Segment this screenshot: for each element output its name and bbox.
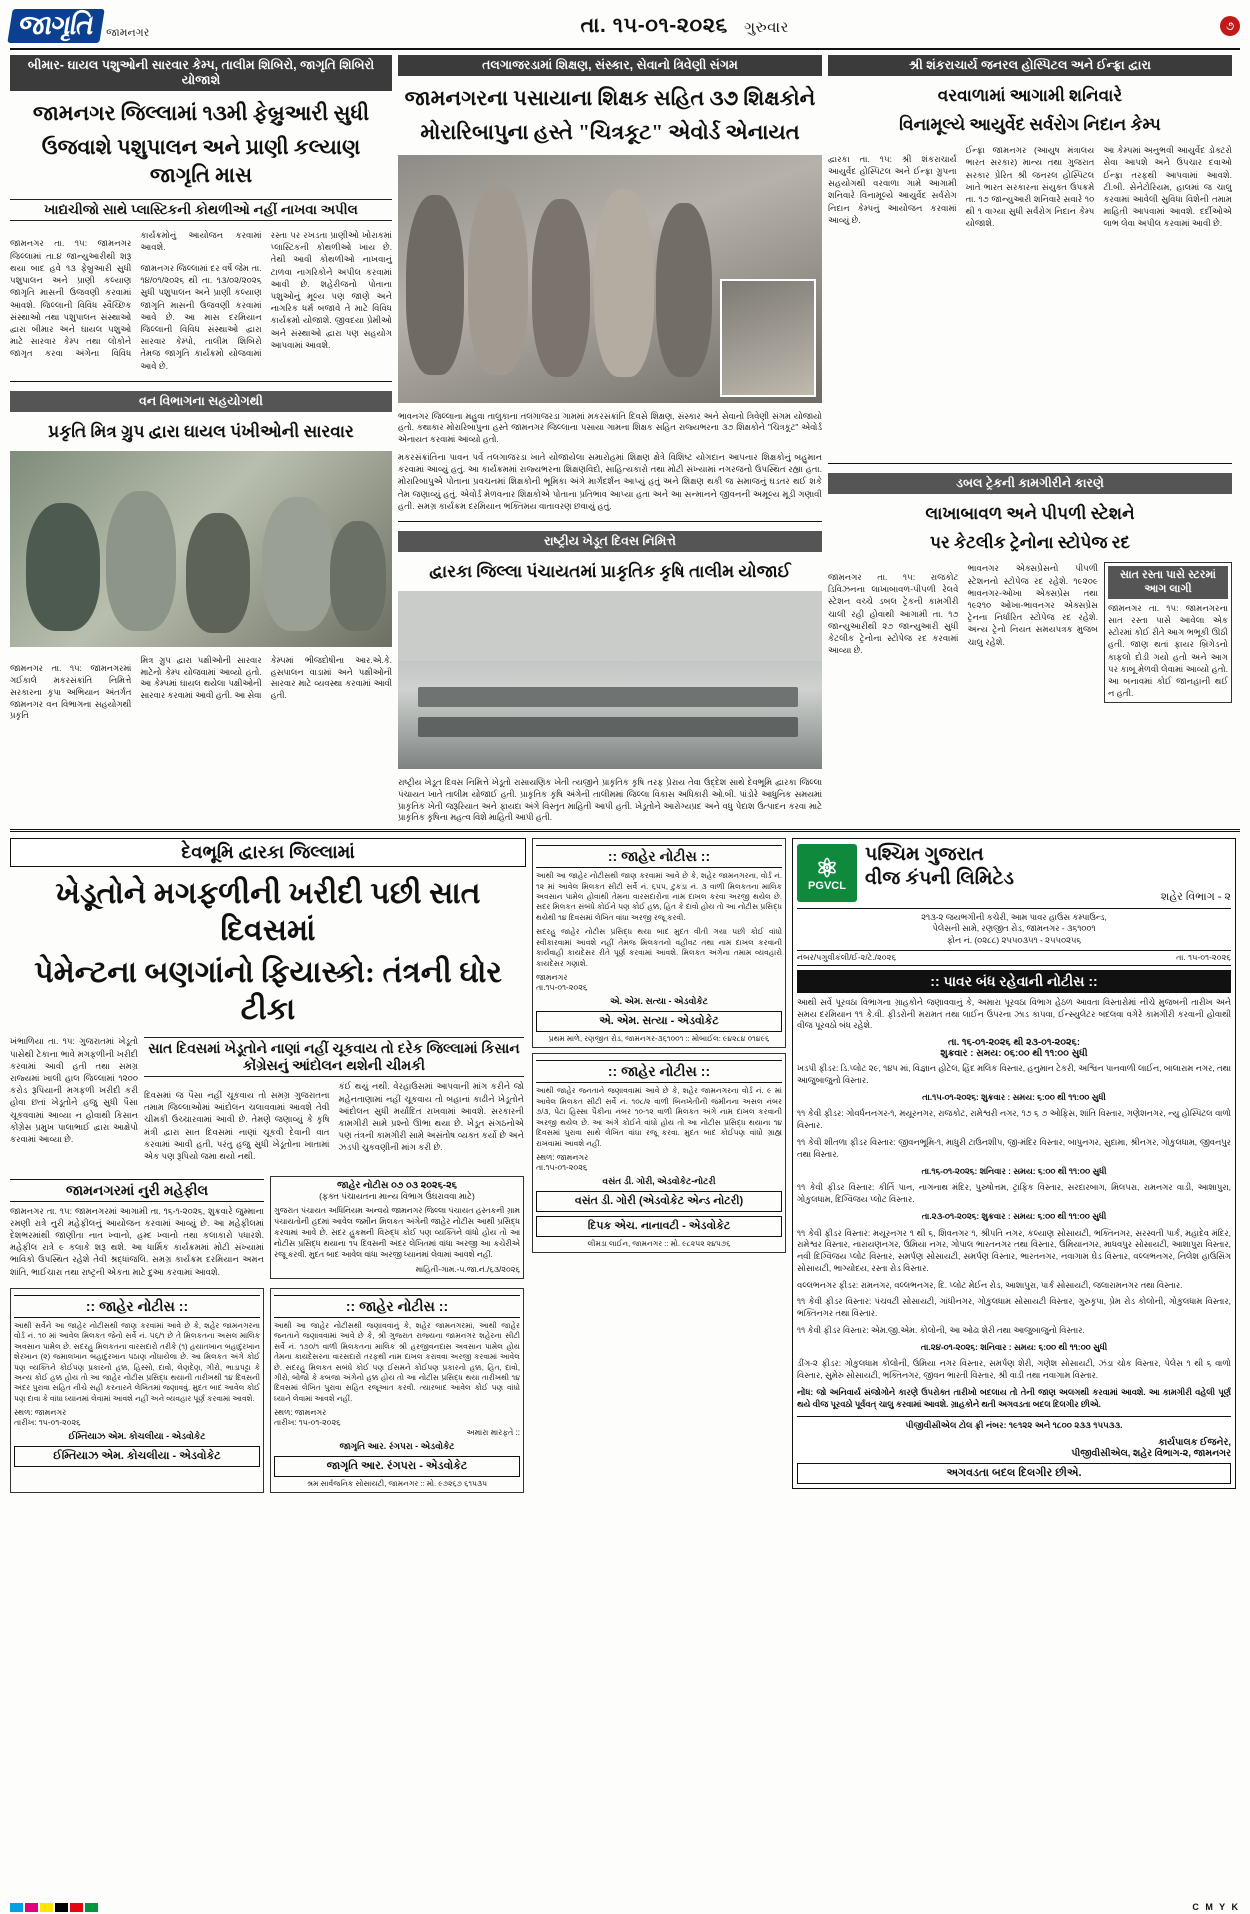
day-text: ગુરુવાર [744,19,789,36]
lead-story-cols [144,1080,524,1166]
story-c3-body: જામનગર તા. ૧૫: જામનગરના સાત રસ્તા પાસે આવેલા એક સ્ટોરમાં કોઈ રીતે આગ ભભૂકી ઊઠી હતી. જાણ થતાં ફાયર બ્રિગેડનો કાફલો દોડી ગયો હતો અને આગ પર કાબૂ મેળવી લેવામાં આવ્યો હતો. આ બનાવમાં કોઈ જાનહાની થઈ ન હતી. [1108,602,1228,699]
photo-inset-portrait [720,279,816,397]
pgvcl-address [797,912,1231,947]
notice-e-signbox: વસંત ડી. ગોરી (એડવોકેટ એન્ડ નોટરી) [536,1191,782,1212]
pgvcl-logo-icon [797,844,857,902]
logo-subtitle: જામનગર [106,27,150,39]
print-registration-bar [0,1900,1250,1914]
photo-bird-treatment [10,451,392,647]
notice-c-sign: જાગૃતિ આર. રંગપરા - એડવોકેટ [339,1441,455,1452]
pgvcl-helpline: પીજીવીસીએલ ટોલ ફ્રી નંબર: ૧૯૧૨૨ અને ૧૮૦૦ ૨૩૩ ૧૫૫૩૩. [797,1416,1231,1431]
publication-logo [10,9,149,43]
notice-b-title: :: જાહેર નોટીસ :: [14,1295,260,1318]
notice-a-info: માહિતી-ગામ.-૫.જા.નં./૬૩/૨૦૨૬ [415,1264,520,1274]
pgvcl-header [797,843,1231,909]
story-a1-p2: જામનગર જિલ્લામાં દર વર્ષે જેમ તા. ૧૪/૦૧/૨૦૨૬ થી તા. ૧૩/૦૨/૨૦૨૬ સુધી પશુપાલન અને પ્રાણી કલ્યાણ જાગૃતિ માસની ઉજવણી કરવામાં આવે છે. આ માસ દરમિયાન જિલ્લાની વિવિધ સંસ્થાઓ દ્વારા સારવાર કેમ્પો, તાલીમ શિબિરો તેમજ જાગૃતિ કાર્યક્રમો યોજવામાં આવે છે. [140,262,262,371]
notice-c-trust: અમારા મારફતે :: [466,1428,520,1438]
caption-a2 [10,655,392,722]
divider-a1 [10,381,392,382]
pgvcl-name-line2: વીજ કંપની લિમિટેડ [865,867,1014,889]
caption-b2: રાષ્ટ્રીય ખેડૂત દિવસ નિમિત્તે ખેડૂતો રાસાયણિક ખેતી ત્યજીને પ્રાકૃતિક કૃષિ તરફ પ્રેરાય તેવા ઉદ્દેશ સાથે દેવભૂમિ દ્વારકા જિલ્લા પંચાયત ખાતે તાલીમ યોજાઈ હતી. પ્રાકૃતિક કૃષિ અંગેની તાલીમમાં જિલ્લા વિકાસ અધિકારી ઓ.બી. પાંડોરે આધુનિક સમયમાં પ્રાકૃતિક ખેતી જરૂરિયાત અને ફાયદા અંગે વિસ્તૃત માહિતી આપી હતી. ખેડૂતોને આરોગ્યપ્રદ અને વધુ પેદાશ ઉત્પાદન કરવા માટે પ્રાકૃતિક કૃષિના મહત્વ વિશે માહિતી આપી હતી. [398,777,822,823]
story-c1-p1: દ્વારકા તા. ૧૫: શ્રી શંકરાચાર્ય આયુર્વેદ હોસ્પિટલ અને ઈન્ફ્રા ગ્રુપના સહયોગથી વરવાળા ગામે આગામી શનિવારે વિનામૂલ્યે આયુર્વેદ સર્વરોગ નિદાન કેમ્પનું આયોજન કરવામાં આવ્યું છે. [828,153,957,225]
notice-a-body: ગુજરાત પંચાયત અધિનિયમ અન્વયે જામનગર જિલ્લા પંચાયત હસ્તકની ગ્રામ પંચાયતોની હદમાં આવેલ જમીન મિલકત અંગેની જાહેર નોટીસ આથી પ્રસિદ્ધ કરવામાં આવે છે. સદર હુકમની વિરુદ્ધ કોઈ પણ વ્યક્તિને વાંધો હોય તો આ નોટીસ પ્રસિદ્ધ થયાના ૧૫ દિવસની અંદર લેખિતમાં વાંધા અરજી આ કચેરીએ રજૂ કરવી. મુદત બાદ આવેલ વાંધા અરજી ધ્યાનમાં લેવામાં આવશે નહીં. [274,1205,520,1260]
story-c2-body [828,562,1098,703]
color-swatches [10,1903,98,1912]
story-c1-p3: આ કેમ્પમાં અનુભવી આયુર્વેદ ડોક્ટરો સેવા આપશે અને ઉપચાર દવાઓ ઈન્ફ્રા તરફથી આપવામાં આવશે. ટી.બી. સેનેટોરિયમ, હાલમાં જ ચાલુ કરવામાં આવેલી સુવિધા વિશેની તમામ માહિતી આપવામાં આવશે. દર્દીઓએ લાભ લેવા અપીલ કરવામાં આવી છે. [1103,145,1232,229]
column-right [828,55,1232,824]
pgvcl-note: નોંધ: જો અનિવાર્ય સંજોગોને કારણે ઉપરોક્ત તારીખો બદલાય તો તેની જાણ અલગથી કરવામાં આવશે. આ કામગીરી વહેલી પૂર્ણ થયે વીજ પૂરવઠો પૂર્વવત્ ચાલુ કરવામાં આવશે. ગ્રાહકોને થતી અગવડતા બદલ દિલગીર છીએ. [797,1387,1231,1409]
kicker-strip-a1: બીમાર- ઘાયલ પશુઓની સારવાર કેમ્પ, તાલીમ શિબિરો, જાગૃતિ શિબિરો યોજાશે [10,55,392,91]
story-c1-body [828,144,1232,454]
lead-subhead: સાત દિવસમાં ખેડૂતોને નાણાં નહીં ચૂકવાય તો દરેક જિલ્લામાં કિસાન કોંગ્રેસનું આંદોલન થશેની ચીમકી [144,1037,524,1077]
headline-a2: પ્રકૃતિ મિત્ર ગ્રુપ દ્વારા ઘાયલ પંખીઓની સારવાર [48,421,354,441]
notice-e-body: આથી જાહેર જનતાને જણાવવામાં આવે છે કે, શહેર જામનગરના વોર્ડ નં. ૯ માં આવેલ મિલકત સીટી સર્વે નં. ૧૦૮/૨ વાળી બિનખેતીની જમીનના અસલ નંબર ૭/૩, પેટા હિસ્સા પૈકીના નંબર ૧૦-૧૨ વાળી મિલકત અંગે નામ દાખલ કરવાની અરજી થયેલ છે. આ અંગે કોઈને વાંધો હોય તો આ નોટીસ પ્રસિદ્ધ થયાના ૧૪ દિવસમાં પુરાવા સાથે લેખિત વાંધા રજૂ કરવા. મુદત બાદ કોઈપણ વાંધો ગ્રાહ્ય રાખવામાં આવશે નહીં. [536,1086,782,1148]
story-a1-p1: જામનગર તા. ૧૫: જામનગર જિલ્લામાં તા.૪ જાન્યુઆરીથી શરૂ થયા બાદ હવે ૧૩ ફેબ્રુઆરી સુધી પશુપાલન અને પ્રાણી કલ્યાણ જાગૃતિ માસની ઉજવણી કરવામાં આવશે. જિલ્લાની વિવિધ સ્વૈચ્છિક સંસ્થાઓ તથા પશુપાલન સંસ્થાઓ દ્વારા બીમાર અને ઘાયલ પશુઓ માટે સારવાર કેમ્પ તથા લોકોને જાગૃત કરવા અંગેના વિવિધ કાર્યક્રમોનું આયોજન કરવામાં આવશે. [10,229,262,359]
notice-d-signbox: એ. એમ. સત્યા - એડવોકેટ [536,1011,782,1032]
notice-c-date: તારીખ: ૧૫-૦૧-૨૦૨૬ [274,1418,341,1428]
bottom-section [10,838,1240,1493]
pgvcl-item: ૧૧ કેવી ફીડર: ગોવર્ધનનગર-૧, મયૂરનગર, રાજકોટ, રામેશ્વરી નગર, ૧૭ ૬ ૭ ઓફિસ, શાંતિ વિસ્તાર, ગણેશનગર, ન્યુ હોસ્પિટલ વાળો વિસ્તાર. [797,1108,1231,1131]
notice-panchayat [270,1176,524,1279]
issue-date [580,14,788,38]
pgvcl-item: ખડપી ફીડર: ડિ.પ્લોટ ૨૯, ૧૪૫ માં, વિજ્ઞાન હોટેલ, હિંદ મલિક વિસ્તાર, હનુમાન ટેકરી, અશ્વિન પાનવાળી લાઈન, બાલારામ નગર, તથા આજુબાજુનો વિસ્તાર. [797,1063,1231,1085]
pgvcl-item: વલ્લભનગર ફીડર: રામનગર, વલ્લભનગર, દિ. પ્લોટ મેઈન રોડ, આશાપુરા, પાર્ક સોસાયટી, જલારામનગર તથા વિસ્તાર. [797,1279,1183,1290]
kicker-strip-c2: ડબલ ટ્રેકની કામગીરીને કારણે [828,473,1232,494]
notices-row [10,1288,526,1494]
notice-c-address: શ્રમ સાર્વજનિક સોસાયટી, જામનગર :: મો. ૯૭૨૬૭ ૬૧૫૩૫ [306,1479,488,1489]
pgvcl-logo-mark: ⚛ [815,852,839,883]
bottom-column-center [532,838,786,1493]
notice-d-sign: એ. એમ. સત્યા - એડવોકેટ [610,996,708,1007]
cmyk-marks: C M Y K [1192,1902,1240,1912]
pgvcl-item: ડીંગ-૨ ફીડર: ગોકુલધામ કોલોની, ઉમિયા નગર વિસ્તાર, સમર્પણ શેરી, ગણેશ સોસાયટી, ઝંડા ચોક વિસ્તાર, પેલેસ ૧ થી ૬ વાળો વિસ્તાર, સુમેરુ સોસાયટી, ભક્તિનગર, જીવન ભારતી વિસ્તાર, શ્રી વાડી તથા નવાગામ વિસ્તાર. [797,1358,1231,1381]
sidebar-fire-story [1104,562,1232,703]
notice-b-place: સ્થળ: જામનગર [14,1408,67,1418]
pgvcl-signature-line1: કાર્યપાલક ઈજનેર, [1158,1436,1231,1448]
photo-award-ceremony [398,155,822,403]
masthead [10,8,1240,50]
pgvcl-item: તા.૧૫-૦૧-૨૦૨૬: શુક્રવાર : સમય: ૬:૦૦ થી ૧૧:૦૦ સુધી [922,1091,1106,1102]
headline-b1 [398,81,822,150]
lead-headline [10,872,526,1030]
page-number: ૭ [1220,16,1240,36]
notice-a-subtitle: (ફક્ત પંચાયતના માન્ય વિભાગ ઉંઘરાવવા માટે) [319,1190,475,1201]
bottom-column-right [792,838,1236,1493]
caption-a2-p1: જામનગર તા. ૧૫: જામનગરમાં ગઈકાલે મકરસંક્રાંતિ નિમિત્તે સરકારના કૃપા અભિયાન અંતર્ગત જામનગર વન વિભાગના સહયોગથી પ્રકૃતિ [10,663,132,721]
notice-d-body2: સદરહુ જાહેર નોટીસ પ્રસિદ્ધ થયા બાદ મુદત વીતી ગયા પછી કોઈ વાંધો સ્વીકારવામાં આવશે નહીં તેમજ મિલકતનો વહીવટ તથા નામ દાખલ કરવાની કાર્યવાહી કાયદેસર રીતે પૂર્ણ કરવામાં આવશે. મિલકત અંગેના તમામ વ્યવહારો કાયદેસર ગણાશે. [536,927,782,968]
divider-b1 [398,521,822,522]
notice-b-body: આથી સર્વેને આ જાહેર નોટીસથી જાણ કરવામાં આવે છે કે, શહેર જામનગરના વોર્ડ નં. ૧૦ માં આવેલ મિલકત જેનો સર્વે નં. ૫૬/૧ છે તે મિલકતના અસલ માલિક અવસાન પામેલ છે. સદરહુ મિલકતના વારસદારો તરીકે (૧) હયાતખાન બહાદુરખાન શેરખાન (૨) જમાલખાન બહાદુરખાન પઠાણ નોંધાયેલા છે. આ મિલકત અંગે કોઈ પણ વ્યક્તિને કોઈપણ પ્રકારનો હક્ક, હિસ્સો, દાવો, લેણદેણ, ગીરો, ભાડાપટ્ટા કે અન્ય કોઈ હક્ક હોય તો આ જાહેર નોટીસ પ્રસિદ્ધ થયાની તારીખથી ૧૪ દિવસની અંદર પુરાવા સહિત નીચે સહી કરનારને લેખિતમાં જણાવવું. મુદત બાદ આવેલ કોઈ પણ દાવા કે વાંધા ધ્યાનમાં લેવામાં આવશે નહીં અને વ્યવહાર પૂર્ણ કરવામાં આવશે. [14,1320,260,1403]
notice-c [270,1288,524,1494]
kicker-strip-c3: સાત રસ્તા પાસે સ્ટરમાં આગ લાગી [1108,566,1228,598]
notice-e-place: સ્થળ: જામનગર [536,1153,589,1163]
pgvcl-item: ૧૧ કેવી શીતળા ફીડર વિસ્તાર: જીવનભૂમિ-૧, માધુરી ટાઉનશીપ, જી-મંદિર વિસ્તાર, બાપુનગર, સુદામા, શ્રીનગર, ગોકુલધામ, જીવનપુર તથા વિસ્તાર. [797,1136,1231,1159]
swatch-black [55,1903,68,1912]
subhead-a1: ખાદ્યચીજો સાથે પ્લાસ્ટિકની કોથળીઓ નહીં નાખવા અપીલ [10,199,392,221]
pgvcl-item: ૧૧ કેવી ફીડર વિસ્તાર: પંચવટી સોસાયટી, ગાંધીનગર, ગોકુલધામ સોસાયટી વિસ્તાર, ગુરુકૃપા, પ્રેમ રોડ કોલોની, ગોકુલધામ વિસ્તાર, ભક્તિનગર તથા વિસ્તાર. [797,1296,1231,1319]
pgvcl-item: ૧૧ કેવી ફીડર વિસ્તાર: કીર્તિ પાન, નાગનાથ મંદિર, પુરુષોત્તમ, ટ્રાફિક વિસ્તાર, સરદારબાગ, મિલપરા, રામનગર વાડી, આશાપુરા, ગોકુલધામ, દિગ્વિજય પ્લોટ વિસ્તાર. [797,1182,1231,1205]
pgvcl-dates-line1: તા. ૧૬-૦૧-૨૦૨૬ થી ૨૩-૦૧-૨૦૨૬: [947,1037,1081,1049]
notice-e-sign: વસંત ડી. ગોરી, એડવોકેટ-નોટરી [602,1176,716,1187]
logo-text: જાગૃતિ [7,9,104,43]
headline-b2: દ્વારકા જિલ્લા પંચાયતમાં પ્રાકૃતિક કૃષિ તાલીમ યોજાઈ [429,561,791,581]
headline-a1-line2: ઉજવાશે પશુપાલન અને પ્રાણી કલ્યાણ જાગૃતિ માસ [41,135,361,187]
headline-c2 [828,499,1232,557]
headline-c2-line1: લાખાબાવળ અને પીપળી સ્ટેશને [925,504,1135,524]
story-c2-p1: જામનગર તા. ૧૫: રાજકોટ ડિવિઝનના લાખાબાવળ-પીપળી રેલવે સ્ટેશન વચ્ચે ડબલ ટ્રેકની કામગીરી ચાલી રહી હોવાથી આગામી તા. ૧૭ જાન્યુઆરીથી ૨૭ જાન્યુઆરી સુધી કેટલીક ટ્રેનોના સ્ટોપેજ રદ કરવામાં આવ્યા છે. [828,571,959,656]
notice-c-title: :: જાહેર નોટીસ :: [274,1295,520,1318]
lead-story-p3: કંઈ થયું નથી. વેરહાઉસમાં આપવાની માંગ કરીને જો મહેનતાણામાં નહીં ચૂકવાય તો બહાનાં કાઢીને ખેડૂતોને આંદોલન સુધી મર્યાદિત રાખવામાં આવશે. સરકારની કામગીરી સામે પ્રશ્નો ઊભા થયા છે. ખેડૂત સંગઠનોએ પણ તંત્રની કામગીરી સામે અસંતોષ વ્યક્ત કર્યો છે અને ઝડપી ચુકવણીની માંગ કરી છે. [338,1081,524,1153]
story-c1-p2: ઈન્ફ્રા જામનગર (આયુષ મંત્રાલય ભારત સરકાર) માન્ય તથા ગુજરાત સરકાર પ્રેરિત શ્રી જનરલ હોસ્પિટલ ખાતે ભારત સરકારના સંયુક્ત ઉપક્રમે તા. ૧૭ જાન્યુઆરી શનિવારે સવારે ૧૦ થી ૧ વાગ્યા સુધી સર્વરોગ નિદાન કેમ્પ યોજાશે. [965,145,1095,229]
photo-training-hall [398,591,822,769]
headline-a1 [10,96,392,192]
lead-story-p2: દિવસમાં જ પૈસા નહીં ચૂકવાય તો સમગ્ર ગુજરાતના તમામ જિલ્લાઓમાં આંદોલન ચલાવવામાં આવશે તેવી ચીમકી ઉચ્ચારવામાં આવી છે. તેમણે જણાવ્યું કે કૃષિ મંત્રી દ્વારા સાત દિવસમાં નાણાં ચૂકવી દેવાની વાત કરવામાં આવી હતી, પરંતુ હજુ સુધી ખેડૂતોના ખાતામાં એક પણ રૂપિયો જમા થયો નથી. [144,1090,330,1162]
notice-d-date: તા.૧૫-૦૧-૨૦૨૬ [536,983,588,993]
lead-footer-wrapper [10,1176,526,1279]
pgvcl-advertisement [792,838,1236,1488]
pgvcl-intro: આથી સર્વે પૂરવઠા વિભાગના ગ્રાહકોને જણાવવાનું કે, અમારા પૂરવઠા વિભાગ હેઠળ આવતા વિસ્તારોમાં નીચે મુજબની તારીખ અને સમય દરમિયાન ૧૧ કે.વી. ફીડરોની મરામત તથા લાઈન ઉપરના ઝાડ કાપવા, ઈન્સ્યુલેટર બદલવા વગેરે કામગીરી કરવાની હોવાથી વીજ પૂરવઠો બંધ રહેશે. [797,996,1231,1031]
pgvcl-address-line3: ફોન નં. (૦૨૮૮) ૨૫૫૦૩૫૧ - ૨૫૫૦૨૫૬ [946,935,1082,946]
nuri-headline: જામનગરમાં નુરી મહેફીલ [10,1179,264,1202]
divider-c1 [828,463,1232,464]
pgvcl-address-line1: ૨૧૩-૨ જયભગીની કચેરી, આમ પાવર હાઉસ કમ્પાઉન્ડ, [921,911,1107,922]
swatch-cyan [10,1903,23,1912]
caption-a2-p2: મિત્ર ગ્રુપ દ્વારા પક્ષીઓની સારવાર માટેનો કેમ્પ યોજવામાં આવ્યો હતો. આ કેમ્પમાં ઘાયલ થયેલા પક્ષીઓની સારવાર કરવામાં આવી હતી. આ સેવા [140,654,262,701]
pgvcl-ref-row [797,950,1231,966]
swatch-green [85,1903,98,1912]
kicker-strip-a2: વન વિભાગના સહયોગથી [10,391,392,412]
pgvcl-office-line1: શહેર વિભાગ - ૨ [1160,890,1231,903]
notice-d [532,838,786,1048]
swatch-red [70,1903,83,1912]
date-text: તા. ૧૫-૦૧-૨૦૨૬ [580,14,728,37]
nuri-article [10,1176,264,1279]
story-c2-wrapper [828,562,1232,703]
notice-a-title: જાહેર નોટીસ ૦૭ ૦૩ ૨૦૨૬-૨૬ [337,1179,457,1191]
lead-headline-line2: પેમેન્ટના બણગાંનો ફિયાસ્કો: તંત્રની ઘોર ટીકા [34,956,502,1026]
pgvcl-item: તા.૨૪-૦૧-૨૦૨૬: શનિવાર : સમય: ૬:૦૦ થી ૧૧:૦૦ સુધી [920,1341,1108,1352]
kicker-strip-b2: રાષ્ટ્રીય ખેડૂત દિવસ નિમિત્તે [398,531,822,552]
top-section [10,55,1240,824]
notice-d-place: જામનગર [536,973,568,983]
column-left [10,55,392,824]
story-a1-body [10,229,392,372]
pgvcl-notice-title: :: પાવર બંધ રહેવાની નોટીસ :: [797,970,1231,993]
notice-e-address: લીમડા લાઈન, જામનગર :: મો. ૯૮૨૫૨ ૨૪૫૭૬ [587,1239,731,1249]
swatch-yellow [40,1903,53,1912]
headline-b1-line2: મોરારિબાપુના હસ્તે "ચિત્રકૂટ" એવોર્ડ એનાયત [420,120,800,145]
notice-b [10,1288,264,1494]
pgvcl-name-line1: પશ્ચિમ ગુજરાત [865,844,984,866]
pgvcl-item: ૧૧ કેવી ફીડર વિસ્તાર: મયૂરનગર ૧ થી ૬, શિવનગર ૧, શ્રીપતિ નગર, કલ્યાણ સોસાયટી, ભક્તિનગર, સરસ્વતી પાર્ક, મહાદેવ મંદિર, રામેશ્વર વિસ્તાર, નારાયણનગર, ઉમિયા નગર, ગોપાલ ભારતનગર તથા વિસ્તાર, ઉમિયાનગર, માધવપુર સોસાયટી, આશાપુરા વિસ્તાર, નવી દિગ્વિજય પ્લોટ વિસ્તાર, સમર્પણ સોસાયટી, સમર્પણ વિસ્તાર, ભારતનગર, નવાગામ ઘેડ વિસ્તાર, વલ્લભનગર, નિલેશ હાઉસિંગ સોસાયટી, ભાગ્યોદય, રસ્તા રોડ વિસ્તાર. [797,1227,1231,1273]
section-divider [10,829,1240,832]
story-c2-p2: ભાવનગર એક્સપ્રેસનો પીપળી સ્ટેશનનો સ્ટોપેજ રદ રહેશે. ૧૯૨૦૯ ભાવનગર-ઓખા એક્સપ્રેસ તથા ૧૯૨૧૦ ઓખા-ભાવનગર એક્સપ્રેસ ટ્રેનના નિર્ધારિત સ્ટોપેજ રદ રહેશે. અન્ય ટ્રેનો નિયત સમયપત્રક મુજબ ચાલુ રહેશે. [967,563,1098,647]
pgvcl-address-line2: પેલેસની સામે, રણજીત રોડ, જામનગર - ૩૬૧૦૦૧ [932,923,1096,934]
notice-e-signbox2: દિપક એચ. નાનાવટી - એડવોકેટ [536,1216,782,1237]
notice-e-date: તા.૧૫-૦૧-૨૦૨૬ [536,1163,588,1173]
headline-c2-line2: પર કેટલીક ટ્રેનોના સ્ટોપેજ રદ [929,533,1131,553]
lead-story-col1: ખંભાળિયા તા. ૧૫: ગુજરાતમાં ખેડૂતો પાસેથી ટેકાના ભાવે મગફળીની ખરીદી કરવામાં આવી હતી તથા સમગ્ર રાજ્યમાં ખાલી હાલ જિલ્લામાં ૧૨૦૦ કરોડ રૂપિયાની મગફળી ખરીદી કરી હોવા છતાં ખેડૂતોને હજુ સુધી પૈસા ચૂકવવામાં આવ્યા ન હોવાથી કિસાન કોંગ્રેસ પ્રમુખ પાલાભાઈ દ્વારા આક્ષેપો કરવામાં આવ્યા છે. [10,1036,138,1145]
notice-e [532,1053,786,1253]
pgvcl-brand: PGVCL [808,879,846,892]
bottom-column-left [10,838,526,1493]
notice-d-title: :: જાહેર નોટીસ :: [536,845,782,868]
notice-c-place: સ્થળ: જામનગર [274,1408,327,1418]
caption-a2-p3: કેમ્પમાં ભીજદોષીના આર.એ.કે. હસપાલન વાડામાં અને પક્ષીઓની સારવાર માટે વ્યવસ્થા કરવામાં આવી હતી. [270,654,392,701]
pgvcl-ref-number: નંબર/પગુવીકંલી/ઈ-૨/ટે./૨૦૨૬ [797,952,897,962]
pgvcl-item: તા.૨૩-૦૧-૨૦૨૬: શુક્રવાર : સમય: ૬:૦૦ થી ૧૧:૦૦ સુધી [921,1210,1107,1221]
headline-b1-line1: જામનગરના પસાયાના શિક્ષક સહિત ૩૭ શિક્ષકોને [404,86,816,110]
kicker-strip-c1: શ્રી શંકરાચાર્ય જનરલ હોસ્પિટલ અને ઈન્ફ્રા દ્વારા [828,55,1232,76]
pgvcl-titles [865,843,1231,904]
pgvcl-ref-date: તા. ૧૫-૦૧-૨૦૨૬ [1176,952,1231,962]
notice-d-body1: આથી આ જાહેર નોટીસથી જાણ કરવામાં આવે છે કે, શહેર જામનગરના, વોર્ડ નં. ૧૨ માં આવેલ મિલકત સીટી સર્વે નં. ૬૫૫, ટુકડા નં. ૩ વાળી મિલકતના માલિક અવસાન પામેલ હોવાથી તેમના વારસદારોના નામ દાખલ કરવા અરજી થયેલ છે. સદર મિલકત સંબંધે કોઈને પણ કોઈ હક્ક, હિત કે દાવો હોય તો આ નોટીસ પ્રસિદ્ધ થયેથી ૧૪ દિવસમાં લેખિત વાંધા અરજી રજૂ કરવી. [536,871,782,922]
story-b1-body: મકરસંક્રાંતિના પાવન પર્વે તલગાજરડા ખાતે યોજાયેલા સમારોહમાં શિક્ષણ ક્ષેત્રે વિશિષ્ટ યોગદાન આપનાર શિક્ષકોનું બહુમાન કરવામાં આવ્યું હતું. આ કાર્યક્રમમાં રાજ્યભરના શિક્ષણવિદો, સાહિત્યકારો તથા મોટી સંખ્યામાં નગરજનો ઉપસ્થિત રહ્યા હતા. મોરારિબાપુએ પોતાના પ્રવચનમાં શિક્ષકોની ભૂમિકા અંગે માર્ગદર્શન આપ્યું હતું અને શિક્ષણ થકી જ સમાજનું ઘડતર થઈ શકે તેમ જણાવ્યું હતું. એવોર્ડ મેળવનાર શિક્ષકોએ પોતાના પ્રતિભાવ આપ્યા હતા અને આ સન્માનને જીવનની અમૂલ્ય મૂડી ગણાવી હતી. સમગ્ર કાર્યક્રમ દરમિયાન ભક્તિમય વાતાવરણ છવાયું હતું. [398,451,822,511]
lead-headline-line1: ખેડૂતોને મગફળીની ખરીદી પછી સાત દિવસમાં [55,877,481,947]
column-center [398,55,822,824]
notice-e-title: :: જાહેર નોટીસ :: [536,1060,782,1083]
caption-b1: ભાવનગર જિલ્લાના મહુવા તાલુકાના તલગાજરડા ગામમાં મકરસંક્રાંતિ દિવસે શિક્ષણ, સંસ્કાર અને સેવાનો ત્રિવેણી સંગમ યોજાયો હતો. કથાકાર મોરારિબાપુના હસ્તે જામનગર જિલ્લાના પસાયા ગામના શિક્ષક સહિત રાજ્યભરના ૩૭ શિક્ષકોને "ચિત્રકૂટ" એવોર્ડ એનાયત કરવામાં આવ્યો હતો. [398,410,822,445]
notice-c-body: આથી આ જાહેર નોટીસથી જણાવવાનું કે, શહેર જામનગરમાં, આથી જાહેર જનતાને જણાવવામાં આવે છે કે, શ્રી ગુજરાત રાજ્યના જામનગર શહેરના સીટી સર્વે નં. ૧૭૦/૧ વાળી મિલકતના માલિક શ્રી હરજીવનદાસ અવસાન પામેલ હોય તેમના કાયદેસરના વારસદારો તરફથી નામ દાખલ કરાવવા અરજી કરવામાં આવેલ છે. સદરહુ મિલકત સબંધે કોઈ પણ ઈસમને કોઈપણ પ્રકારનો હક્ક, હિત, દાવો, ગીરો, બોજો કે કબજા અંગેનો હક્ક હોય તો આ નોટીસ પ્રસિદ્ધ થયા તારીખથી ૧૪ દિવસમાં લેખિત પુરાવા સહિત રજૂઆત કરવી. ત્યારબાદ આવેલ કોઈ પણ વાંધો ધ્યાને લેવામાં આવશે નહીં. [274,1320,520,1403]
notice-b-date: તારીખ: ૧૫-૦૧-૨૦૨૬ [14,1418,81,1428]
pgvcl-signature [797,1437,1231,1459]
notice-b-sign: ઈમ્તિયાઝ એમ. કોચલીયા - એડવોકેટ [68,1431,206,1442]
notice-b-signbox: ઈમ્તિયાઝ એમ. કોચલીયા - એડવોકેટ [14,1446,260,1467]
pgvcl-item: ૧૧ કેવી ફીડર વિસ્તાર: એમ.જી.એમ. કોલોની, આ ઓઢા શેરી તથા આજુબાજુનો વિસ્તાર. [797,1324,1085,1335]
lead-banner: દેવભૂમિ દ્વારકા જિલ્લામાં [10,838,526,867]
headline-c1-line1: વરવાળામાં આગામી શનિવારે [937,86,1123,105]
pgvcl-dates-line2: શુક્રવાર : સમય: ૦૬:૦૦ થી ૧૧:૦૦ સુધી [940,1048,1088,1060]
nuri-body: જામનગર તા. ૧૫: જામનગરમાં આગામી તા. ૧૬-૧-૨૦૨૬, શુક્રવારે જુમ્માના રમણી રાત્રે નુરી મહેફીલનું આયોજન કરવામાં આવ્યું છે. આ મહેફીલમાં દેશભરમાંથી જાણીતા નાત ખ્વાનો, હમ્દ ખ્વાનો તથા કલાકારો પધારશે. મહેફીલ રાત્રે ૯ કલાકે શરૂ થશે. આ ધાર્મિક કાર્યક્રમમાં મોટી સંખ્યામાં ભાવિકો ઉપસ્થિત રહેશે તેવી શ્રદ્ધાંજલિ. સમગ્ર કાર્યક્રમ દરમિયાન અમન શાંતિ, ભાઈચારા તથા રાષ્ટ્રની એકતા માટે દુઆ કરવામાં આવશે. [10,1205,264,1277]
notice-d-address: પ્રથમ માળે, રણજીત રોડ, જામનગર-૩૬૧૦૦૧ :: મોબાઈલ: ૯૪૨૮૪ ૦૧૪૯૬ [548,1034,770,1044]
pgvcl-apology-box: અગવડતા બદલ દિલગીર છીએ. [797,1463,1231,1484]
story-a1-p3: રસ્તા પર રખડતા પ્રાણીઓ ખોરાકમાં પ્લાસ્ટિકની કોથળીઓ ખાય છે. તેથી આવી કોથળીઓ નાખવાનું ટાળવા નાગરિકોને અપીલ કરવામાં આવી છે. શહેરીજનો પોતાના પશુઓનું મૂલ્ય પણ જાણે અને નાગરિક ધર્મ બજાવે તે માટે વિવિધ કાર્યક્રમો યોજાશે. જીવદયા પ્રેમીઓ અને સંસ્થાઓ દ્વારા પણ સહયોગ આપવામાં આવશે. [270,229,392,350]
lead-body-wrapper [10,1035,526,1166]
headline-a1-line1: જામનગર જિલ્લામાં ૧૩મી ફેબ્રુઆરી સુધી [32,101,370,125]
pgvcl-signature-line2: પીજીવીસીએલ, શહેર વિભાગ-૨, જામનગર [1071,1447,1231,1459]
kicker-strip-b1: તલગાજરડામાં શિક્ષણ, સંસ્કાર, સેવાનો ત્રિવેણી સંગમ [398,55,822,76]
headline-c1-line2: વિનામૂલ્યે આયુર્વેદ સર્વરોગ નિદાન કેમ્પ [899,115,1161,135]
swatch-magenta [25,1903,38,1912]
notice-c-signbox: જાગૃતિ આર. રંગપરા - એડવોકેટ [274,1456,520,1477]
pgvcl-item: તા.૧૬-૦૧-૨૦૨૬: શનિવાર : સમય: ૬:૦૦ થી ૧૧:૦૦ સુધી [921,1165,1107,1176]
headline-c1 [828,81,1232,139]
lead-story-right [144,1035,524,1166]
